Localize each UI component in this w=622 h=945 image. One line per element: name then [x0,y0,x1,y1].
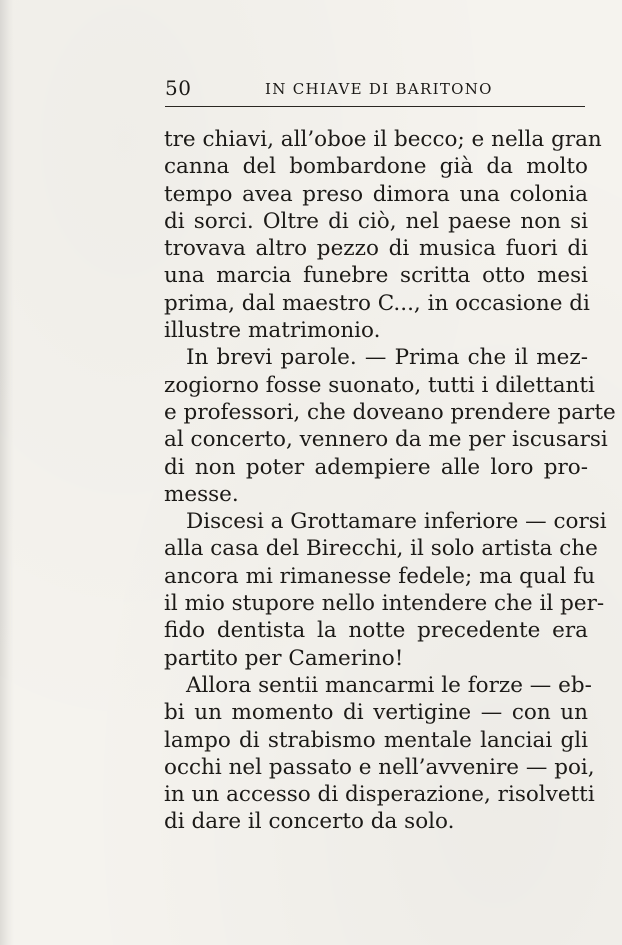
text-line: canna del bombardone già da molto [164,154,588,180]
text-line: il mio stupore nello intendere che il per- [164,591,605,617]
text-line: di non poter adempiere alle loro pro- [164,454,588,480]
text-line: tre chiavi, all’oboe il becco; e nella gran [164,127,602,152]
text-line: di sorci. Oltre di ciò, nel paese non si [164,208,588,234]
text-line: messe. [164,481,239,507]
text-line: lampo di strabismo mentale lanciai gli [164,727,588,753]
text-line: zogiorno fosse suonato, tutti i dilettanti [164,372,595,398]
text-line: in un accesso di disperazione, risolvetti [164,782,595,808]
text-line: e professori, che doveano prendere parte [164,399,616,425]
text-line: prima, dal maestro C..., in occasione di [164,290,590,316]
text-line: alla casa del Birecchi, il solo artista che [164,536,598,562]
text-line: illustre matrimonio. [164,318,381,344]
text-line: ancora mi rimanesse fedele; ma qual fu [164,563,596,589]
text-line: al concerto, vennero da me per iscusarsi [164,427,608,453]
page-header [165,76,585,100]
text-line: tempo avea preso dimora una colonia [164,181,588,207]
text-line: occhi nel passato e nell’avvenire — poi, [164,754,595,780]
text-line: fido dentista la notte precedente era [164,618,588,644]
text-line: bi un momento di vertigine — con un [164,700,588,726]
page-number: 50 [165,76,192,100]
paragraph-start-line: Discesi a Grottamare inferiore — corsi [186,509,607,535]
header-rule [165,106,585,107]
paragraph-start-line: Allora sentii mancarmi le forze — eb- [186,672,592,698]
text-line: partito per Camerino! [164,645,404,671]
running-title: IN CHIAVE DI BARITONO [265,80,493,98]
text-line: una marcia funebre scritta otto mesi [164,263,588,289]
text-line: trovava altro pezzo di musica fuori di [164,236,588,262]
body-text [164,126,616,836]
page-binding-shadow [0,0,14,945]
text-line: di dare il concerto da solo. [164,809,455,835]
paragraph-start-line: In brevi parole. — Prima che il mez- [186,345,588,371]
